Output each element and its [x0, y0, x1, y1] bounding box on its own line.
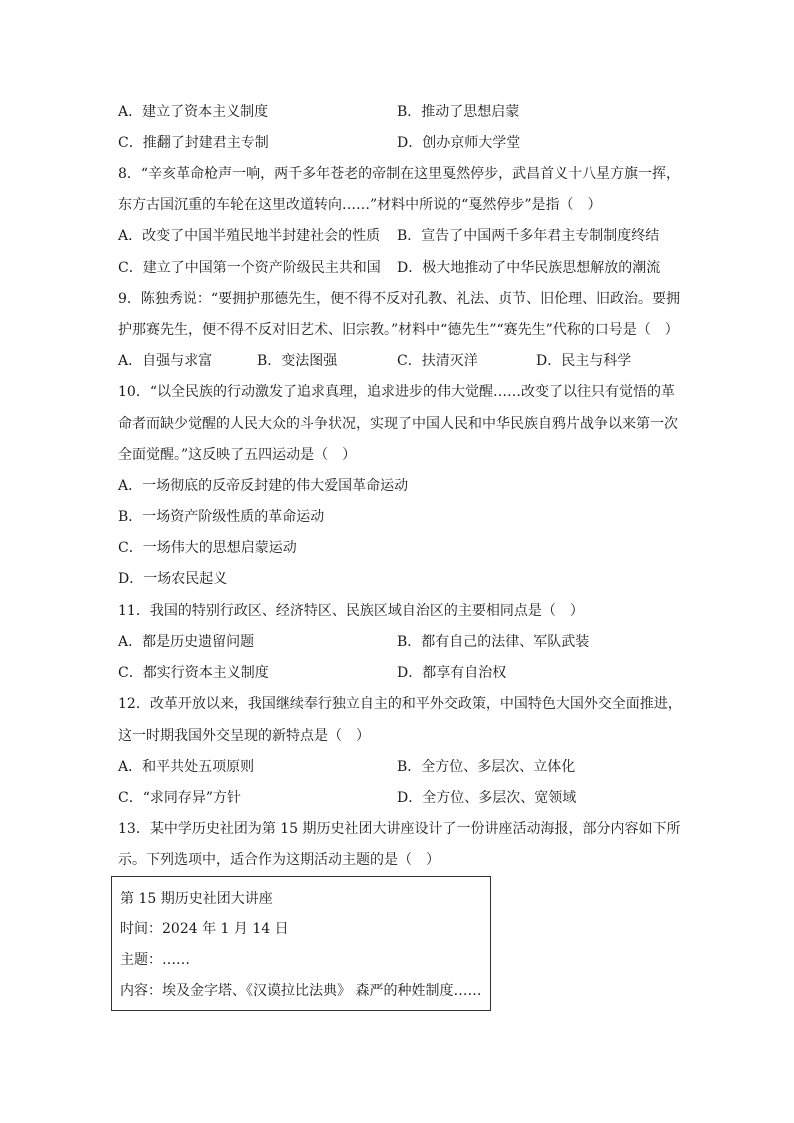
poster-title: 第 15 期历史社团大讲座 — [120, 891, 273, 907]
option-c: C．一场伟大的思想启蒙运动 — [118, 540, 297, 556]
option-b: B．都有自己的法律、军队武装 — [397, 634, 590, 650]
question-stem: 10．“以全民族的行动激发了追求真理，追求进步的伟大觉醒……改变了以往只有觉悟的革 — [118, 384, 675, 400]
poster-content: 内容：埃及金字塔、《汉谟拉比法典》 森严的种姓制度…… — [120, 983, 482, 999]
question-stem: 示。下列选项中，适合作为这期活动主题的是（ ） — [118, 852, 440, 868]
option-a: A．建立了资本主义制度 — [118, 104, 269, 120]
question-stem: 护那赛先生，便不得不反对旧艺术、旧宗教。”材料中“德先生”“赛先生”代称的口号是（ ） — [118, 322, 679, 338]
option-b: B．推动了思想启蒙 — [397, 104, 520, 120]
option-d: D．创办京师大学堂 — [397, 135, 521, 151]
option-d: D．极大地推动了中华民族思想解放的潮流 — [397, 260, 661, 276]
option-c: C．扶清灭洋 — [397, 353, 478, 369]
option-b: B．宣告了中国两千多年君主专制制度终结 — [397, 228, 660, 244]
question-stem: 这一时期我国外交呈现的新特点是（ ） — [118, 728, 370, 744]
option-a: A．都是历史遗留问题 — [118, 634, 255, 650]
option-b: B．一场资产阶级性质的革命运动 — [118, 509, 325, 525]
question-stem: 9．陈独秀说：“要拥护那德先生，便不得不反对孔教、礼法、贞节、旧伦理、旧政治。要拥 — [118, 291, 681, 307]
option-a: A．一场彻底的反帝反封建的伟大爱国革命运动 — [118, 478, 409, 494]
option-b: B．变法图强 — [257, 353, 338, 369]
option-c: C．都实行资本主义制度 — [118, 665, 269, 681]
question-stem: 命者而缺少觉醒的人民大众的斗争状况，实现了中国人民和中华民族自鸦片战争以来第一次 — [118, 416, 678, 432]
option-c: C．建立了中国第一个资产阶级民主共和国 — [118, 260, 381, 276]
option-d: D．一场农民起义 — [118, 571, 228, 587]
option-c: C．推翻了封建君主专制 — [118, 135, 269, 151]
question-stem: 12．改革开放以来，我国继续奉行独立自主的和平外交政策，中国特色大国外交全面推进， — [118, 696, 682, 712]
option-a: A．自强与求富 — [118, 353, 213, 369]
option-d: D．全方位、多层次、宽领域 — [397, 790, 577, 806]
question-stem: 11．我国的特别行政区、经济特区、民族区域自治区的主要相同点是（ ） — [118, 603, 584, 619]
option-c: C．“求同存异”方针 — [118, 790, 242, 806]
poster-theme: 主题：…… — [120, 952, 190, 968]
question-stem: 东方古国沉重的车轮在这里改道转向……”材料中所说的“戛然停步”是指（ ） — [118, 197, 602, 213]
lecture-poster-box — [111, 876, 491, 1011]
poster-time: 时间：2024 年 1 月 14 日 — [120, 921, 289, 937]
option-d: D．民主与科学 — [536, 353, 632, 369]
option-a: A．和平共处五项原则 — [118, 759, 255, 775]
question-stem: 8．“辛亥革命枪声一响，两千多年苍老的帝制在这里戛然停步，武昌首义十八星方旗一挥， — [118, 166, 681, 182]
option-b: B．全方位、多层次、立体化 — [397, 759, 576, 775]
option-a: A．改变了中国半殖民地半封建社会的性质 — [118, 228, 381, 244]
question-stem: 全面觉醒。”这反映了五四运动是（ ） — [118, 447, 357, 463]
option-d: D．都享有自治权 — [397, 665, 507, 681]
question-stem: 13．某中学历史社团为第 15 期历史社团大讲座设计了一份讲座活动海报，部分内容如下所 — [118, 821, 681, 837]
